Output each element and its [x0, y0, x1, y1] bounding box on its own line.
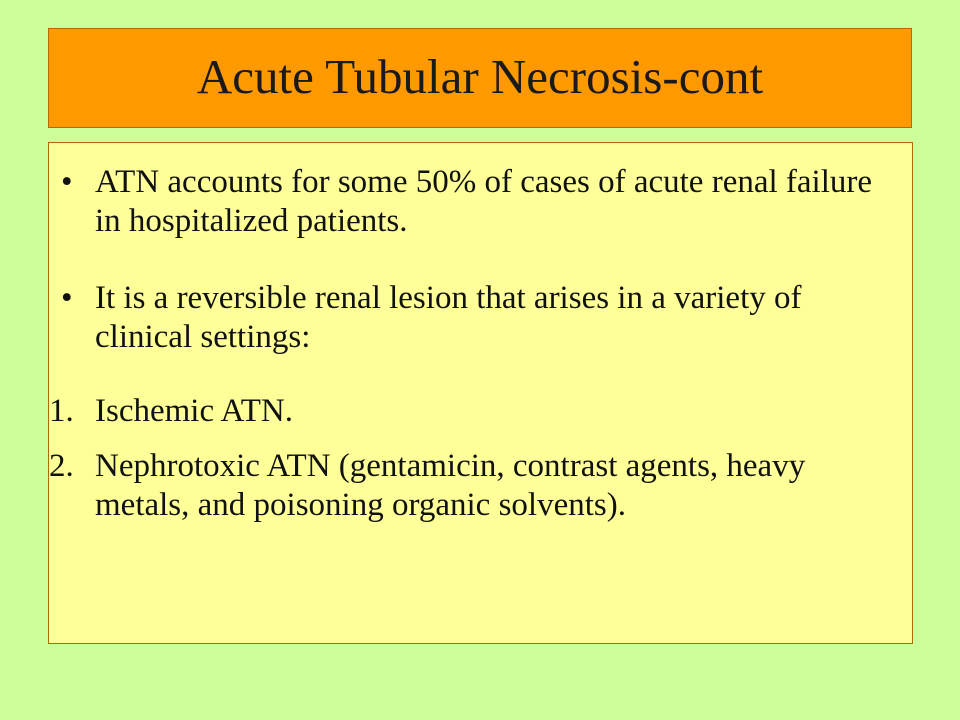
numbered-text: Nephrotoxic ATN (gentamicin, contrast agents, heavy metals, and poisoning organic solvents). [95, 448, 806, 523]
bullet-text: ATN accounts for some 50% of cases of acute renal failure in hospitalized patients. [95, 164, 873, 239]
slide-content-box [48, 142, 913, 644]
bullet-marker: • [61, 280, 73, 316]
number-marker: 1. [49, 393, 74, 429]
bullet-marker: • [61, 164, 73, 200]
numbered-text: Ischemic ATN. [95, 393, 293, 429]
number-marker: 2. [49, 448, 74, 484]
bullet-text: It is a reversible renal lesion that arises in a variety of clinical settings: [95, 280, 802, 355]
slide-title-box [48, 28, 912, 128]
slide-title: Acute Tubular Necrosis-cont [196, 48, 764, 104]
